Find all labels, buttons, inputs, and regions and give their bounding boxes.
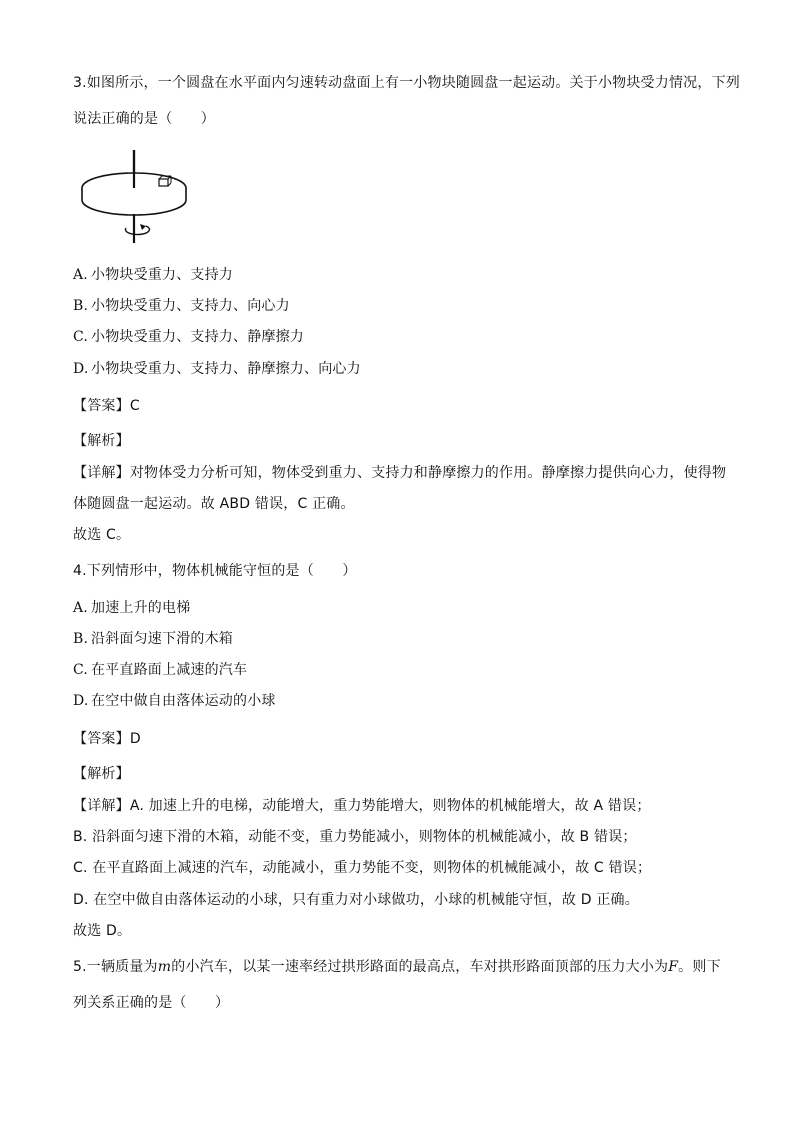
q3-detail-line1: 【详解】对物体受力分析可知，物体受到重力、支持力和静摩擦力的作用。静摩擦力提供向心力，使得物 [73,465,727,481]
q5-stem-line2: 列关系正确的是（ ） [73,995,230,1011]
disk-side [82,188,186,215]
rotating-disk-figure [76,150,196,245]
q4-stem: 4.下列情形中，物体机械能守恒的是（ ） [73,563,357,579]
q4-option-c: C. 在平直路面上减速的汽车 [73,662,248,678]
q3-option-c: C. 小物块受重力、支持力、静摩擦力 [73,329,304,345]
q3-option-d: D. 小物块受重力、支持力、静摩擦力、向心力 [73,361,361,377]
var-m: m [157,959,172,975]
var-f: F [668,959,679,975]
q3-option-a: A. 小物块受重力、支持力 [73,267,233,283]
q4-conclusion: 故选 D。 [73,923,132,939]
q3-answer: 【答案】C [73,398,140,414]
q4-answer: 【答案】D [73,731,141,747]
q4-option-b: B. 沿斜面匀速下滑的木箱 [73,631,233,647]
q4-detail-line1: 【详解】A. 加速上升的电梯，动能增大，重力势能增大，则物体的机械能增大，故 A 错误； [73,798,651,814]
q3-analysis-tag: 【解析】 [73,433,130,449]
small-block [159,179,168,186]
q4-option-a: A. 加速上升的电梯 [73,600,191,616]
rotation-arrow-icon [125,226,149,235]
q4-detail-line4: D. 在空中做自由落体运动的小球，只有重力对小球做功，小球的机械能守恒，故 D 正确。 [73,892,639,908]
q3-option-b: B. 小物块受重力、支持力、向心力 [73,298,290,314]
q4-analysis-tag: 【解析】 [73,766,130,782]
q4-detail-line2: B. 沿斜面匀速下滑的木箱，动能不变，重力势能减小，则物体的机械能减小，故 B 错误； [73,829,637,845]
q4-detail-line3: C. 在平直路面上减速的汽车，动能减小，重力势能不变，则物体的机械能减小，故 C 错误； [73,860,652,876]
q3-detail-line2: 体随圆盘一起运动。故 ABD 错误，C 正确。 [73,496,355,512]
q3-stem-line2: 说法正确的是（ ） [73,111,215,127]
q3-stem-line1: 3.如图所示，一个圆盘在水平面内匀速转动盘面上有一小物块随圆盘一起运动。关于小物块受力情况，下列 [73,75,740,91]
q3-conclusion: 故选 C。 [73,527,131,543]
q5-stem-line1: 5.一辆质量为m的小汽车，以某一速率经过拱形路面的最高点，车对拱形路面顶部的压力大小为F。则下 [73,959,721,975]
q4-option-d: D. 在空中做自由落体运动的小球 [73,693,276,709]
